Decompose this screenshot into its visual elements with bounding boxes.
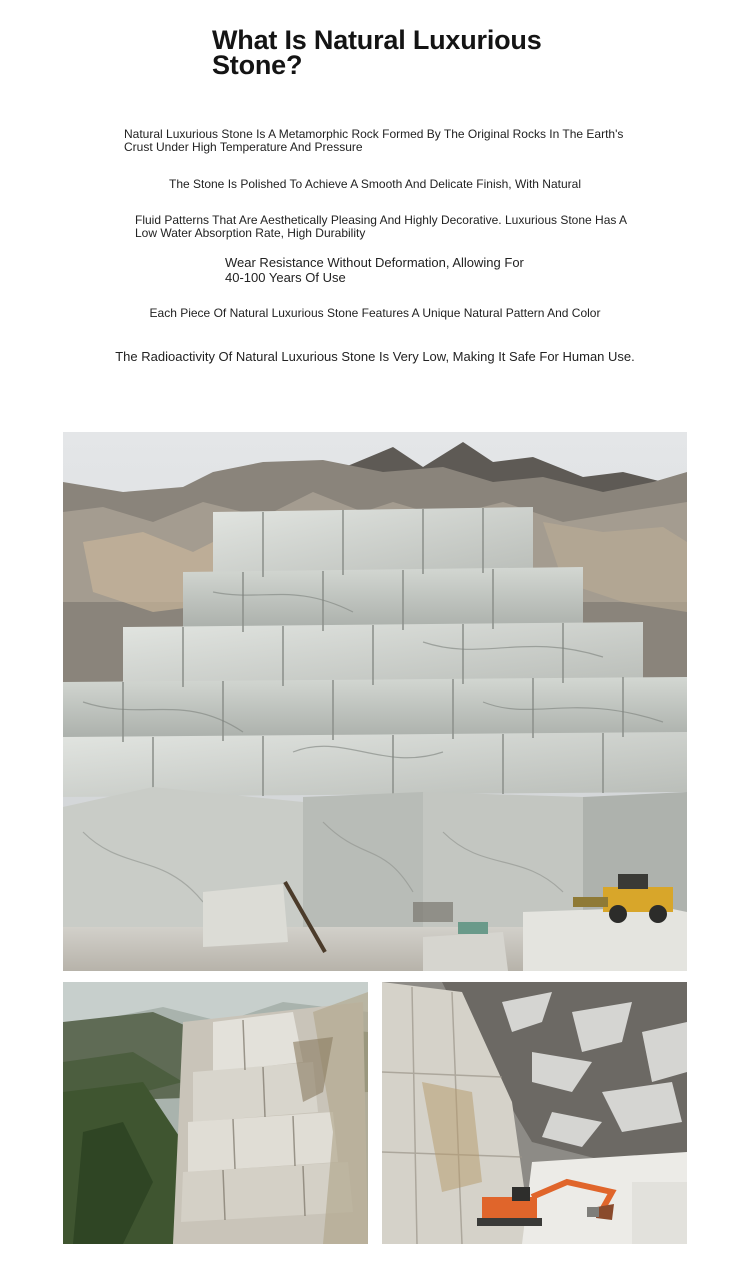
paragraph-unique-pattern: Each Piece Of Natural Luxurious Stone Features A Unique Natural Pattern And Color [149,306,601,320]
paragraph-wear-resistance: Wear Resistance Without Deformation, Allowing For 40-100 Years Of Use [225,255,524,285]
page-title: What Is Natural Luxurious Stone? [212,25,542,80]
paragraph-polished: The Stone Is Polished To Achieve A Smooth And Delicate Finish, With Natural [168,177,581,191]
marble-quarry-photo [63,432,687,971]
paragraph-formation: Natural Luxurious Stone Is A Metamorphic Rock Formed By The Original Rocks In The Earth's Crust Under High Temperature And Pressure [124,127,624,154]
paragraph-patterns: Fluid Patterns That Are Aesthetically Pleasing And Highly Decorative. Luxurious Stone Has A Low Water Absorption Rate, High Durability [135,213,627,240]
quarry-excavator-photo [382,982,687,1244]
quarry-cliff-photo [63,982,368,1244]
paragraph-radioactivity: The Radioactivity Of Natural Luxurious Stone Is Very Low, Making It Safe For Human Use. [115,349,635,364]
